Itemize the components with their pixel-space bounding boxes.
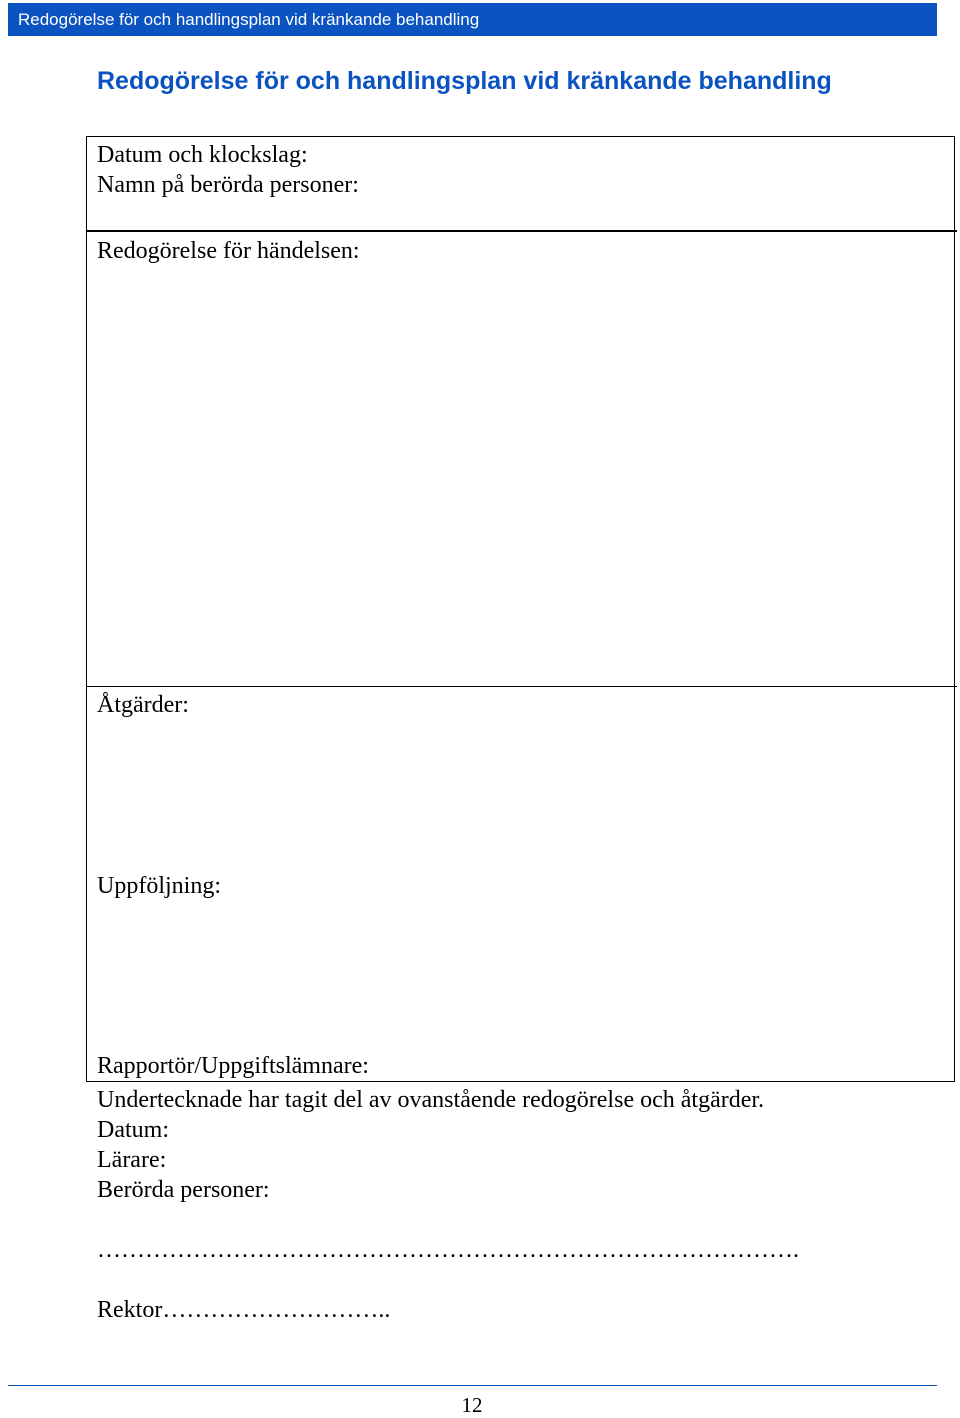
incident-form-box [86, 136, 955, 1082]
principal-signature-line: Rektor……………………….. [97, 1297, 391, 1323]
running-header-bar [8, 3, 937, 36]
incident-report-field-label: Redogörelse för händelsen: [97, 238, 360, 264]
involved-persons-field-label: Namn på berörda personer: [97, 172, 359, 198]
form-divider-middle [86, 686, 957, 687]
signature-date-label: Datum: [97, 1117, 169, 1143]
actions-field-label: Åtgärder: [97, 692, 189, 718]
form-divider-top [86, 230, 957, 232]
signature-persons-label: Berörda personer: [97, 1177, 270, 1203]
running-header-title: Redogörelse för och handlingsplan vid kränkande behandling [18, 10, 480, 29]
date-time-field-label: Datum och klockslag: [97, 142, 308, 168]
footer-rule [8, 1385, 937, 1386]
signature-teacher-label: Lärare: [97, 1147, 167, 1173]
page-number: 12 [461, 1393, 483, 1417]
follow-up-field-label: Uppföljning: [97, 873, 221, 899]
document-title: Redogörelse för och handlingsplan vid kränkande behandling [97, 67, 832, 95]
signature-dotted-line: ……………………………………………………………………………. [97, 1237, 799, 1263]
signature-statement: Undertecknade har tagit del av ovanstående redogörelse och åtgärder. [97, 1087, 765, 1113]
reporter-field-label: Rapportör/Uppgiftslämnare: [97, 1053, 369, 1079]
